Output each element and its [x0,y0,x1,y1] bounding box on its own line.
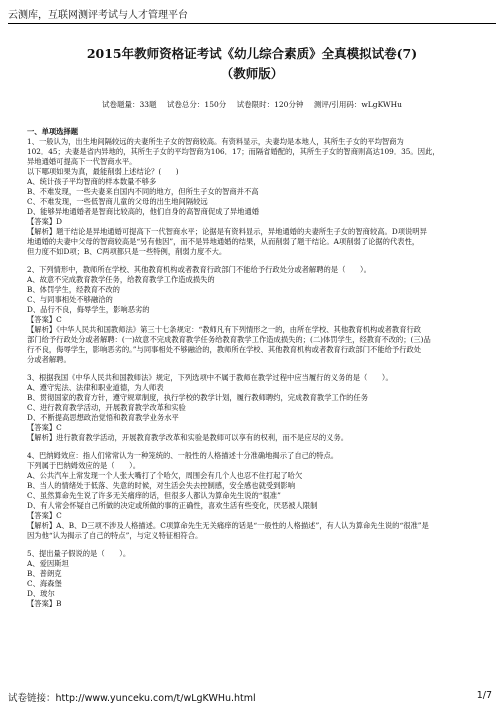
option-d: D、有人常会怀疑自己所做的决定或所做的事的正确性，喜欢生活有些变化，厌恶被人限制 [27,501,318,510]
option-d: D、能够异地通婚者是智商比较高的，他们自身的高智商促成了异地通婚 [27,207,260,216]
explanation-line: 但力度不如D项；B、C两项都只是一些特例，削弱力度不大。 [27,247,227,256]
question-4 [27,451,484,541]
option-a: A、公共汽车上常发现一个人张大嘴打了个哈欠，周围会有几个人也忍不住打起了哈欠 [27,471,303,480]
exam-title: 2015年教师资格证考试《幼儿综合素质》全真模拟试卷(7) [86,46,418,61]
option-a: A、故意不完成教育教学任务，给教育教学工作造成损失的 [27,275,215,284]
total-score: 试卷总分：150分 [166,100,227,109]
option-a: A、遵守宪法、法律和职业道德，为人师表 [27,383,164,392]
explanation-line: 【解析】进行教育教学活动，开展教育教学改革和实验是教师可以享有的权利，而不是应尽的义务。 [27,433,349,442]
exam-content [27,127,484,617]
option-c: C、海森堡 [27,579,62,588]
question-stem-line: 以下哪项如果为真，最能削弱上述结论？( ) [27,167,179,176]
option-b: B、体罚学生，经教育不改的 [27,285,120,294]
time-limit: 试卷限时：120分钟 [236,100,304,109]
option-c: C、进行教育教学活动，开展教育教学改革和实验 [27,403,186,412]
page-number: 1/7 [476,690,492,701]
question-2 [27,265,484,365]
answer: 【答案】C [27,423,62,432]
reference-code: 测评/引用码：wLgKWHu [313,100,403,109]
explanation-line: 【解析】题干结论是异地通婚可提高下一代智商水平；论据是有资料显示，异地通婚的夫妻所生子女的智商较高。D项说明异 [27,227,427,236]
question-stem-line: 5、提出量子假说的是（ ）。 [27,549,131,558]
explanation-line: 【解析】A、B、D三项不涉及人格描述。C项算命先生无关痛痒的话是“一般性的人格描述”，有人认为算命先生说的“很准”是 [27,521,429,530]
option-d: D、玻尔 [27,589,55,598]
option-b: B、不难发现，一些夫妻来自国内不同的地方，但所生子女的智商并不高 [27,187,259,196]
option-b: B、贯彻国家的教育方针，遵守规章制度，执行学校的教学计划，履行教师聘约，完成教育教学工作的任务 [27,393,369,402]
explanation-line: 地通婚的夫妻中父母的智商较高是“另有他因”，而不是异地通婚的结果，从而削弱了题干结论。A项削弱了论据的代表性， [27,237,420,246]
option-a: A、统计孩子平均智商的样本数量不够多 [27,177,157,186]
option-c: C、虽然算命先生说了许多无关痛痒的话，但很多人都认为算命先生说的“很准” [27,491,281,500]
question-1 [27,137,484,257]
exam-meta [0,99,504,110]
question-stem-line: 异地通婚可提高下一代智商水平。 [27,157,137,166]
answer: 【答案】C [27,315,62,324]
answer: 【答案】D [27,217,63,226]
option-c: C、不难发现，一些低智商儿童的父母的出生地间隔较远 [27,197,208,206]
question-5 [27,549,484,609]
question-stem-line: 1、一般认为，出生地间隔较远的夫妻所生子女的智商较高。有资料显示，夫妻均是本地人，其所生子女的平均智商为 [27,137,404,146]
question-3 [27,373,484,443]
explanation-line: 分或者解聘。 [27,355,71,364]
exam-subtitle: （教师版） [220,66,284,81]
exam-link[interactable]: 试卷链接：http://www.yunceku.com/t/wLgKWHu.html [8,693,256,704]
section-heading: 一、单项选择题 [27,127,79,136]
option-c: C、与同事相处不够融洽的 [27,295,113,304]
explanation-line: 【解析】《中华人民共和国教师法》第三十七条规定：“教师凡有下列情形之一的，由所在学校、其他教育机构或者教育行政 [27,325,422,334]
option-a: A、爱因斯坦 [27,559,69,568]
option-d: D、不断提高思想政治觉悟和教育教学业务水平 [27,413,179,422]
explanation-line: 因为他“认为揭示了自己的特点”，与定义特征相符合。 [27,531,203,540]
question-stem-line: 3、根据我国《中华人民共和国教师法》规定，下列选项中不属于教师在教学过程中应当履行的义务的是（ ）。 [27,373,393,382]
header-divider [8,23,496,24]
option-b: B、当人的情绪处于低落、失意的时候，对生活会失去控制感，安全感也就受到影响 [27,481,296,490]
answer: 【答案】C [27,511,62,520]
question-stem-line: 下列属于巴纳姆效应的是（ ）。 [27,461,141,470]
option-b: B、普朗克 [27,569,62,578]
question-stem-line: 2、下列情形中，教师所在学校、其他教育机构或者教育行政部门不能给予行政处分或者解聘的是（ ）。 [27,265,371,274]
question-count: 试卷题量：33题 [101,100,157,109]
page-footer [8,690,492,704]
question-stem-line: 102．45；夫妻是省内异地的，其所生子女的平均智商为106．17；而隔省婚配的，其所生子女的智商则高达109．35。因此， [27,147,440,156]
option-d: D、品行不良，侮辱学生，影响恶劣的 [27,305,150,314]
explanation-line: 行不良，侮辱学生，影响恶劣的。”与同事相处不够融洽的，教师所在学校、其他教育机构或者教育行政部门不能给予行政处 [27,345,422,354]
answer: 【答案】B [27,599,62,608]
explanation-line: 部门给予行政处分或者解聘：(一)故意不完成教育教学任务给教育教学工作造成损失的；(二)体罚学生，经教育不改的；(三)品 [27,335,431,344]
question-stem-line: 4、巴纳姆效应：指人们常常认为一种笼统的、一般性的人格描述十分准确地揭示了自己的特点。 [27,451,339,460]
site-header: 云测库，互联网测评考试与人才管理平台 [8,10,188,21]
